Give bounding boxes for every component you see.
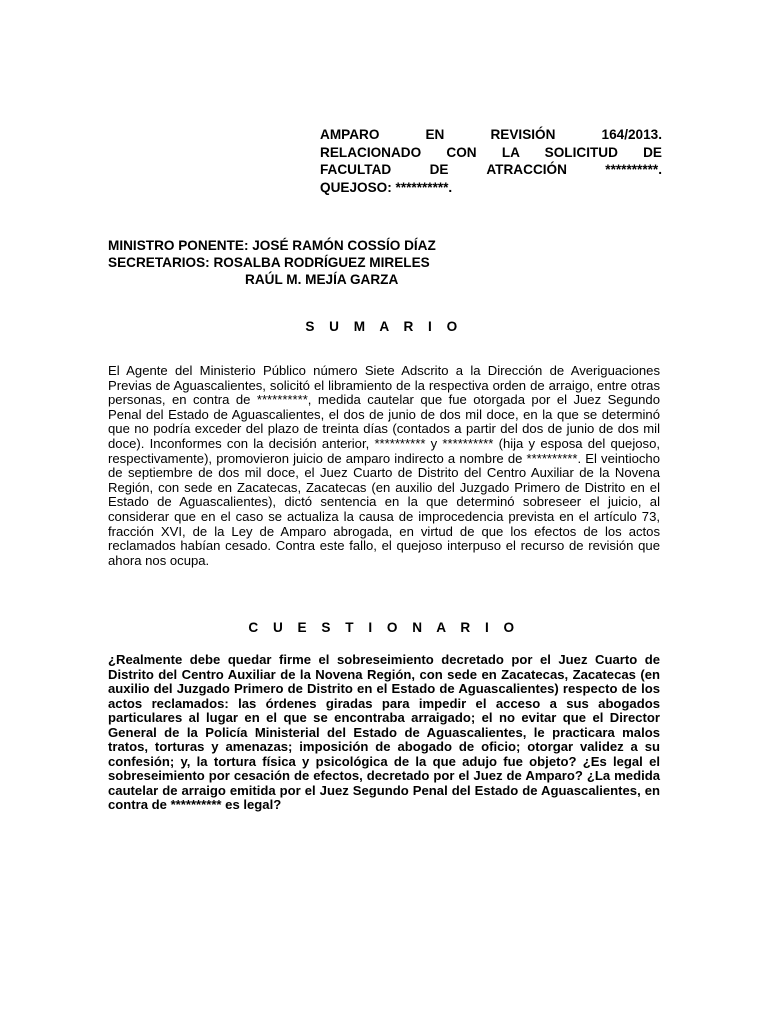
case-related: RELACIONADO CON LA SOLICITUD DE <box>320 144 662 160</box>
case-attraction: FACULTAD DE ATRACCIÓN **********. <box>320 162 662 177</box>
secretarios: SECRETARIOS: ROSALBA RODRÍGUEZ MIRELES <box>108 255 430 270</box>
secretario-second: RAÚL M. MEJÍA GARZA <box>245 272 399 287</box>
cuestionario-heading: C U E S T I O N A R I O <box>248 620 520 635</box>
case-complainant: QUEJOSO: **********. <box>320 179 453 195</box>
sumario-paragraph: El Agente del Ministerio Público número Siete Adscrito a la Dirección de Averiguaciones Previas de Aguascalientes, solicitó el libramiento de la respectiva orden de arraigo, entre otras personas, en contra de **********, medida cautelar que fue otorgada por el Juez Segundo Penal del Estado de Aguascalientes, el dos de junio de dos mil doce, en la que se determinó que no podría exceder del plazo de treinta días (contados a partir del dos de junio de dos mil doce). Inconformes con la decisión anterior, ********** y ********** (hija y esposa del quejoso, respectivamente), promovieron juicio de amparo indirecto a nombre de **********. El veintiocho de septiembre de dos mil doce, el Juez Cuarto de Distrito del Centro Auxiliar de la Novena Región, con sede en Zacatecas, Zacatecas (en auxilio del Juzgado Primero de Distrito en el Estado de Aguascalientes), dictó sentencia en la que determinó sobreseer el juicio, al considerar que en el caso se actualiza la causa de improcedencia prevista en el artículo 73, fracción XVI, de la Ley de Amparo abrogada, en virtud de que los efectos de los actos reclamados habían cesado. Contra este fallo, el quejoso interpuso el recurso de revisión que ahora nos ocupa. <box>108 363 660 568</box>
sumario-heading: S U M A R I O <box>305 319 463 334</box>
case-header <box>320 126 662 196</box>
cuestionario-paragraph: ¿Realmente debe quedar firme el sobreseimiento decretado por el Juez Cuarto de Distrito del Centro Auxiliar de la Novena Región, con sede en Zacatecas, Zacatecas (en auxilio del Juzgado Primero de Distrito en el Estado de Aguascalientes) respecto de los actos reclamados: las órdenes giradas para impedir el acceso a sus abogados particulares al lugar en el que se encontraba arraigado; el no evitar que el Director General de la Policía Ministerial del Estado de Aguascalientes, le practicara malos tratos, torturas y amenazas; imposición de abogado de oficio; otorgar validez a su confesión; y, la tortura física y psicológica de la que adujo fue objeto? ¿Es legal el sobreseimiento por cesación de efectos, decretado por el Juez de Amparo? ¿La medida cautelar de arraigo emitida por el Juez Segundo Penal del Estado de Aguascalientes, en contra de ********** es legal? <box>108 652 660 813</box>
ponente-block <box>108 237 668 288</box>
case-number: AMPARO EN REVISIÓN 164/2013. <box>320 127 662 142</box>
ministro-ponente: MINISTRO PONENTE: JOSÉ RAMÓN COSSÍO DÍAZ <box>108 238 436 253</box>
